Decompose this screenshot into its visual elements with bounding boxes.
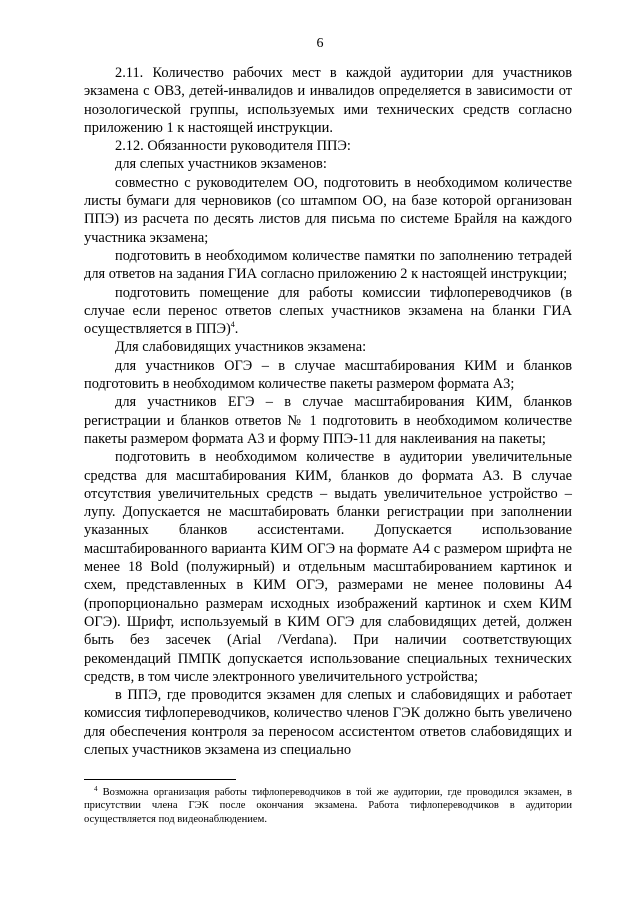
commission-room-period: . (234, 321, 239, 338)
paragraph-low-vision-heading: Для слабовидящих участников экзамена: (115, 339, 367, 356)
footnote-reference: 4 (230, 320, 235, 330)
footnote-marker: 4 (94, 785, 98, 793)
page-number: 6 (316, 36, 324, 51)
paragraph-2-11: 2.11. Количество рабочих мест в каждой аудитории для участников экзамена с ОВЗ, детей-инвалидов и инвалидов определяется в зависимости от нозологической группы, используемых ими технических средств согласно приложению 1 к настоящей инструкции. (84, 65, 572, 136)
paragraph-draft-sheets: совместно с руководителем ОО, подготовить в необходимом количестве листы бумаги для черновиков (со штампом ОО, на базе которой организован ППЭ) из расчета по десять листов для письма по системе Брайля на каждого участника экзамена; (84, 174, 572, 246)
footnote-text: Возможна организация работы тифлопереводчиков в той же аудитории, где проводился экзамен, в присутствии члена ГЭК после окончания экзамена. Работа тифлопереводчиков в аудитории осуществляется под видеонаблюдением. (84, 787, 573, 825)
paragraph-commission-room (84, 284, 572, 339)
footnote (84, 786, 572, 826)
paragraph-magnifiers: подготовить в необходимом количестве в аудитории увеличительные средства для масштабирования КИМ, бланков до формата А3. В случае отсутствия увеличительных средств – выдать увеличительное устройство – лупу. Допускается не масштабировать бланки регистрации при заполнении указанных бланков ассистентами. Допускается использование масштабированного варианта КИМ ОГЭ на формате А4 с размером шрифта не менее 18 Bold (полужирный) и отдельным масштабированием картинок и схем, представленных в КИМ ОГЭ, размерами не менее половины А4 (пропорционально размерам исходных изображений картинок и схем КИМ ОГЭ). Шрифт, используемый в КИМ ОГЭ для слабовидящих детей, должен быть без засечек (Arial /Verdana). При наличии соответствующих рекомендаций ПМПК допускается использование специальных технических средств, в том числе электронного увеличительного устройства; (84, 449, 572, 685)
footnote-paragraph (84, 786, 572, 826)
paragraph-memos: подготовить в необходимом количестве памятки по заполнению тетрадей для ответов на задания ГИА согласно приложению 2 к настоящей инструкции; (84, 247, 572, 283)
paragraph-gek-members: в ППЭ, где проводится экзамен для слепых и слабовидящих и работает комиссия тифлопереводчиков, количество членов ГЭК должно быть увеличено для обеспечения контроля за переносом ассистентом ответов слабовидящих и слепых участников экзамена из специально (84, 687, 572, 758)
commission-room-text: подготовить помещение для работы комиссии тифлопереводчиков (в случае если перенос ответов слепых участников экзамена на бланки ГИА осуществляется в ППЭ) (84, 284, 572, 338)
footnote-separator (84, 779, 236, 780)
paragraph-ege-packages: для участников ЕГЭ – в случае масштабирования КИМ, бланков регистрации и бланков ответов № 1 подготовить в необходимом количестве пакеты размером формата А3 и форму ППЭ-11 для наклеивания на пакеты; (84, 394, 572, 447)
paragraph-2-12: 2.12. Обязанности руководителя ППЭ: (115, 138, 351, 155)
paragraph-blind-heading: для слепых участников экзаменов: (115, 156, 327, 173)
paragraph-oge-packages: для участников ОГЭ – в случае масштабирования КИМ и бланков подготовить в необходимом количестве пакеты размером формата А3; (84, 357, 572, 393)
body-text (84, 64, 572, 759)
